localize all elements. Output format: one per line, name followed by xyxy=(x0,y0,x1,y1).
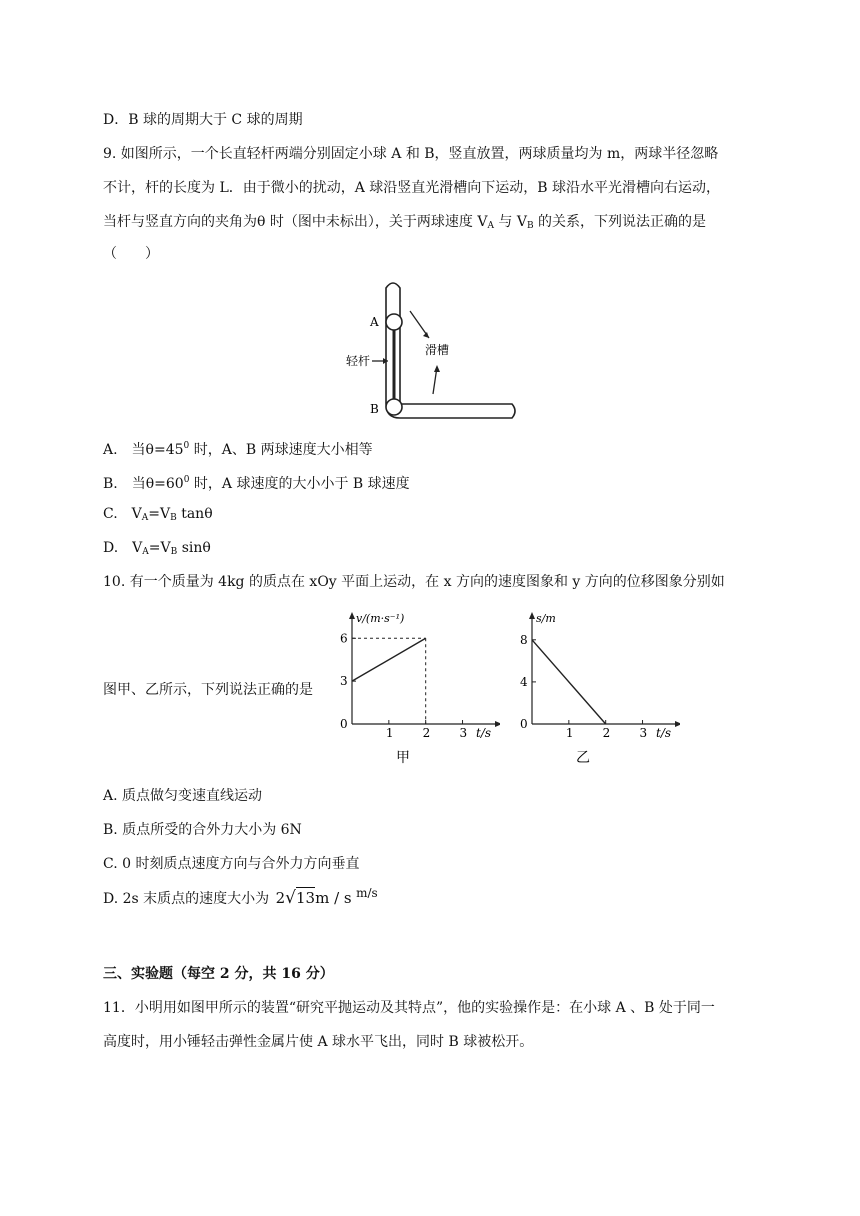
q9-text-line1: 9. 如图所示，一个长直轻杆两端分别固定小球 A 和 B，竖直放置，两球质量均为 m，两球半径忽略 xyxy=(103,146,719,162)
q11-text-line2: 高度时，用小锤轻击弹性金属片使 A 球水平飞出，同时 B 球被松开。 xyxy=(103,1034,534,1050)
label-b: B xyxy=(370,402,379,416)
q9-option-d: D. $V_A=V_B$ sinθ xyxy=(103,540,211,557)
q10-option-c: C. 0 时刻质点速度方向与合外力方向垂直 xyxy=(103,856,360,872)
q9-text-line3: 当杆与竖直方向的夹角为θ 时（图中未标出），关于两球速度 $V_A$ 与 $V_B$ 的关系，下列说法正确的是 xyxy=(103,214,707,231)
y-axis-arrow xyxy=(349,612,355,619)
x-axis-label: t/s xyxy=(476,726,492,740)
q11-text-line1: 11．小明用如图甲所示的装置“研究平抛运动及其特点”，他的实验操作是：在小球 A 、B 处于同一 xyxy=(103,1000,715,1016)
sqrt-symbol: √ xyxy=(285,888,297,908)
q10-option-b: B. 质点所受的合外力大小为 6N xyxy=(103,822,302,838)
ball-a xyxy=(386,314,402,330)
ball-b xyxy=(386,399,402,415)
y-axis-label: v/(m·s⁻¹) xyxy=(356,612,405,625)
series-line xyxy=(532,640,606,724)
q9-option-b: B. 当$\theta=60^0$ 时，A 球速度的大小小于 B 球速度 xyxy=(103,475,410,492)
x-axis-arrow xyxy=(495,721,500,727)
q10-option-d: D. 2s 末质点的速度大小为 2√13m / s m/s xyxy=(103,886,378,908)
x-tick-label: 2 xyxy=(422,726,431,740)
y-axis-label: s/m xyxy=(536,612,556,625)
origin-label: 0 xyxy=(340,717,348,731)
section-3-heading: 三、实验题（每空 2 分，共 16 分） xyxy=(103,966,334,982)
chart-jia xyxy=(330,608,500,768)
label-a: A xyxy=(370,315,379,329)
x-tick-label: 1 xyxy=(385,726,394,740)
series-line xyxy=(352,638,426,681)
chart-yi xyxy=(510,608,680,768)
origin-label: 0 xyxy=(520,717,528,731)
x-axis-arrow xyxy=(675,721,680,727)
y-tick-label: 6 xyxy=(340,631,348,646)
y-tick-label: 3 xyxy=(340,674,348,689)
label-rod: 轻杆 xyxy=(346,354,371,368)
q10-text-line1: 10. 有一个质量为 4kg 的质点在 xOy 平面上运动，在 x 方向的速度图象和 y 方向的位移图象分别如 xyxy=(103,574,725,590)
q9-text-line2: 不计，杆的长度为 L．由于微小的扰动，A 球沿竖直光滑槽向下运动，B 球沿水平光滑槽向右运动， xyxy=(103,180,721,196)
x-tick-label: 2 xyxy=(602,726,611,740)
chart-title: 甲 xyxy=(396,750,410,766)
math-expression: 2√13m / s xyxy=(275,888,352,908)
x-tick-label: 3 xyxy=(459,726,468,740)
y-axis-arrow xyxy=(529,612,535,619)
x-tick-label: 1 xyxy=(565,726,574,740)
q9-answer-bracket: （ ） xyxy=(103,246,159,262)
chart-title: 乙 xyxy=(576,750,590,766)
x-tick-label: 3 xyxy=(639,726,648,740)
q9-option-a: A. 当$\theta=45^0$ 时，A、B 两球速度大小相等 xyxy=(103,441,373,458)
x-axis-label: t/s xyxy=(656,726,672,740)
y-tick-label: 4 xyxy=(520,674,528,689)
q8-option-d: D．B 球的周期大于 C 球的周期 xyxy=(103,112,303,128)
label-groove: 滑槽 xyxy=(425,343,450,357)
horizontal-groove xyxy=(386,404,515,418)
q10-option-a: A. 质点做匀变速直线运动 xyxy=(103,788,263,804)
q9-figure xyxy=(330,276,530,424)
q9-option-c: C. $V_A=V_B$ tanθ xyxy=(103,506,213,523)
y-tick-label: 8 xyxy=(520,632,528,647)
q10-text-line2: 图甲、乙所示，下列说法正确的是 xyxy=(103,682,313,698)
